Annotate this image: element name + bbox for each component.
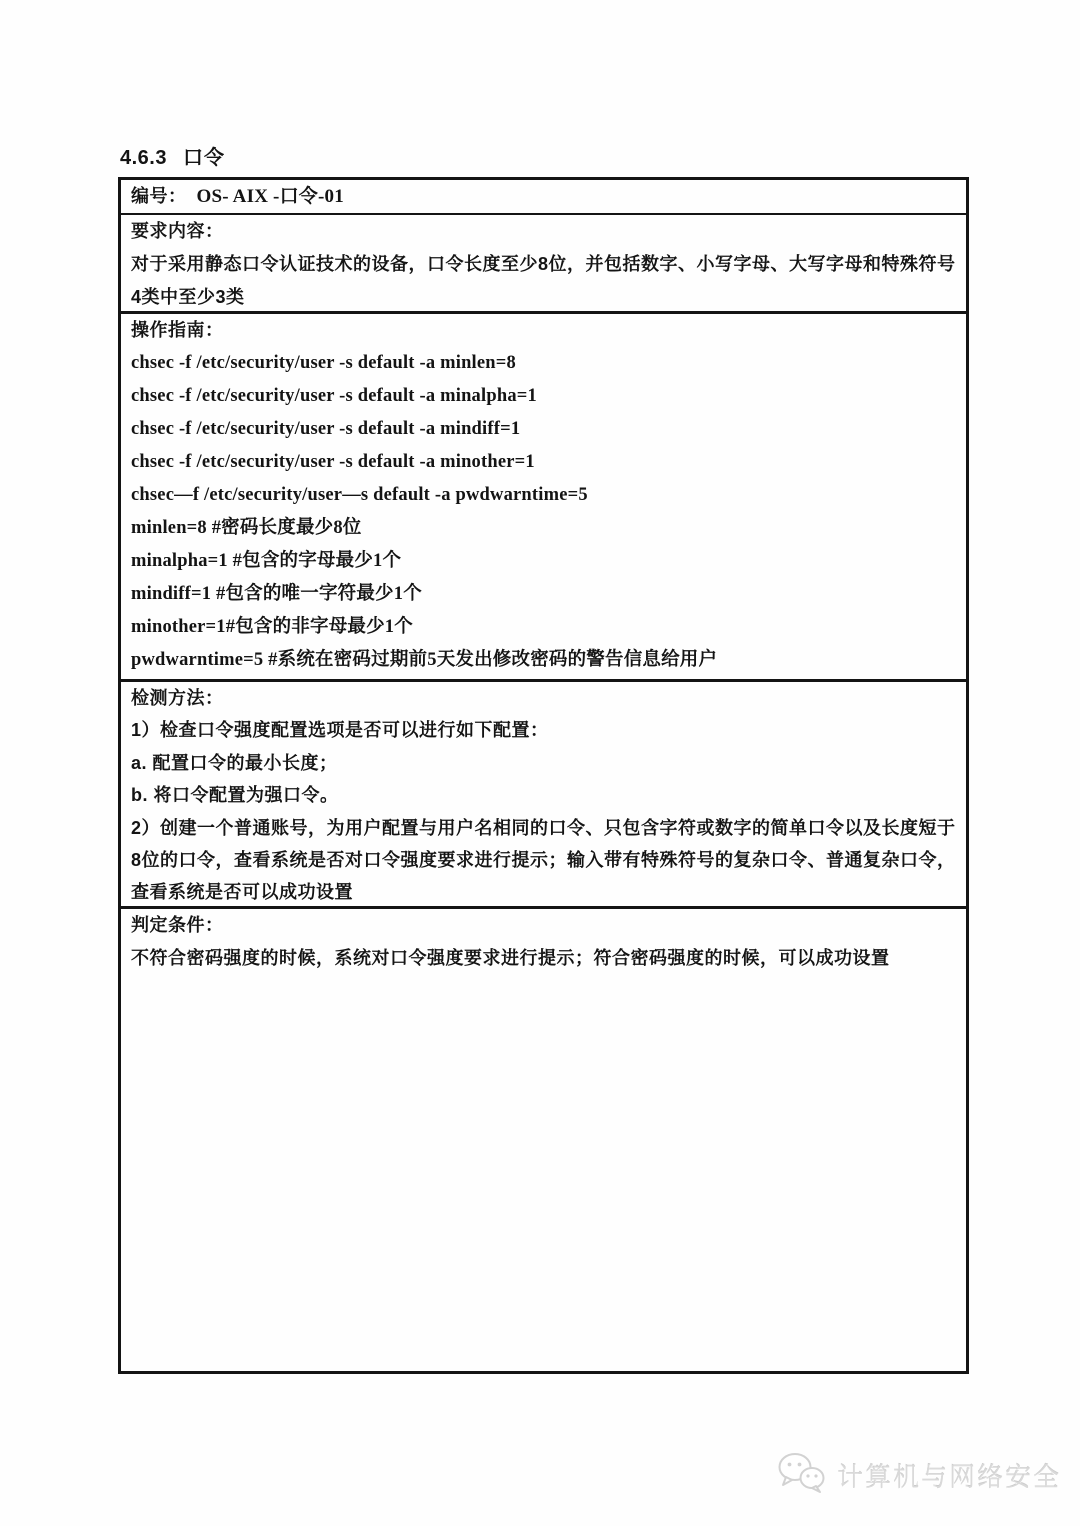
section-heading: [120, 141, 225, 170]
watermark: [776, 1450, 1061, 1501]
section-requirements: [121, 215, 966, 314]
section-title: 口令: [182, 147, 225, 169]
section-number: 4.6.3: [120, 147, 167, 169]
spec-table: [118, 177, 969, 1374]
parameter-comment-line: minlen=8 #密码长度最少8位: [131, 518, 362, 538]
section-judgment-heading: 判定条件：: [131, 915, 224, 935]
detection-line: 2）创建一个普通账号，为用户配置与用户名相同的口令、只包含字符或数字的简单口令以及长度短于: [131, 817, 956, 838]
command-line: chsec—f /etc/security/user—s default -a pwdwarntime=5: [131, 485, 588, 505]
parameter-comment-line: minother=1#包含的非字母最少1个: [131, 617, 413, 637]
requirements-line: 对于采用静态口令认证技术的设备，口令长度至少8位，并包括数字、小写字母、大写字母和特殊符号: [131, 254, 956, 274]
command-line: chsec -f /etc/security/user -s default -a mindiff=1: [131, 419, 521, 439]
section-requirements-heading: 要求内容：: [131, 221, 224, 241]
detection-line: a. 配置口令的最小长度；: [131, 752, 338, 773]
parameter-comment-line: minalpha=1 #包含的字母最少1个: [131, 551, 402, 571]
id-value: OS- AIX -口令-01: [196, 186, 344, 207]
parameter-comment-line: pwdwarntime=5 #系统在密码过期前5天发出修改密码的警告信息给用户: [131, 650, 718, 670]
detection-line: 查看系统是否可以成功设置: [131, 882, 353, 903]
wechat-icon: [776, 1450, 828, 1501]
judgment-line: 不符合密码强度的时候，系统对口令强度要求进行提示；符合密码强度的时候，可以成功设置: [131, 948, 890, 968]
id-label: 编号：: [131, 186, 187, 206]
section-operation-heading: 操作指南：: [131, 320, 224, 340]
section-judgment-condition: [121, 909, 966, 1371]
section-detection-method: [121, 682, 966, 909]
parameter-comment-line: mindiff=1 #包含的唯一字符最少1个: [131, 584, 422, 604]
requirements-line: 4类中至少3类: [131, 287, 245, 307]
table-row-id: [121, 180, 966, 215]
command-line: chsec -f /etc/security/user -s default -a minlen=8: [131, 353, 516, 373]
watermark-text: 计算机与网络安全: [837, 1462, 1062, 1492]
section-operation-guide: [121, 314, 966, 682]
command-line: chsec -f /etc/security/user -s default -a minother=1: [131, 452, 535, 472]
detection-line: 1）检查口令强度配置选项是否可以进行如下配置：: [131, 720, 549, 741]
command-line: chsec -f /etc/security/user -s default -a minalpha=1: [131, 386, 537, 406]
section-detection-heading: 检测方法：: [131, 688, 224, 708]
detection-line: b. 将口令配置为强口令。: [131, 785, 339, 806]
detection-line: 8位的口令，查看系统是否对口令强度要求进行提示；输入带有特殊符号的复杂口令、普通复杂口令，: [131, 849, 956, 870]
